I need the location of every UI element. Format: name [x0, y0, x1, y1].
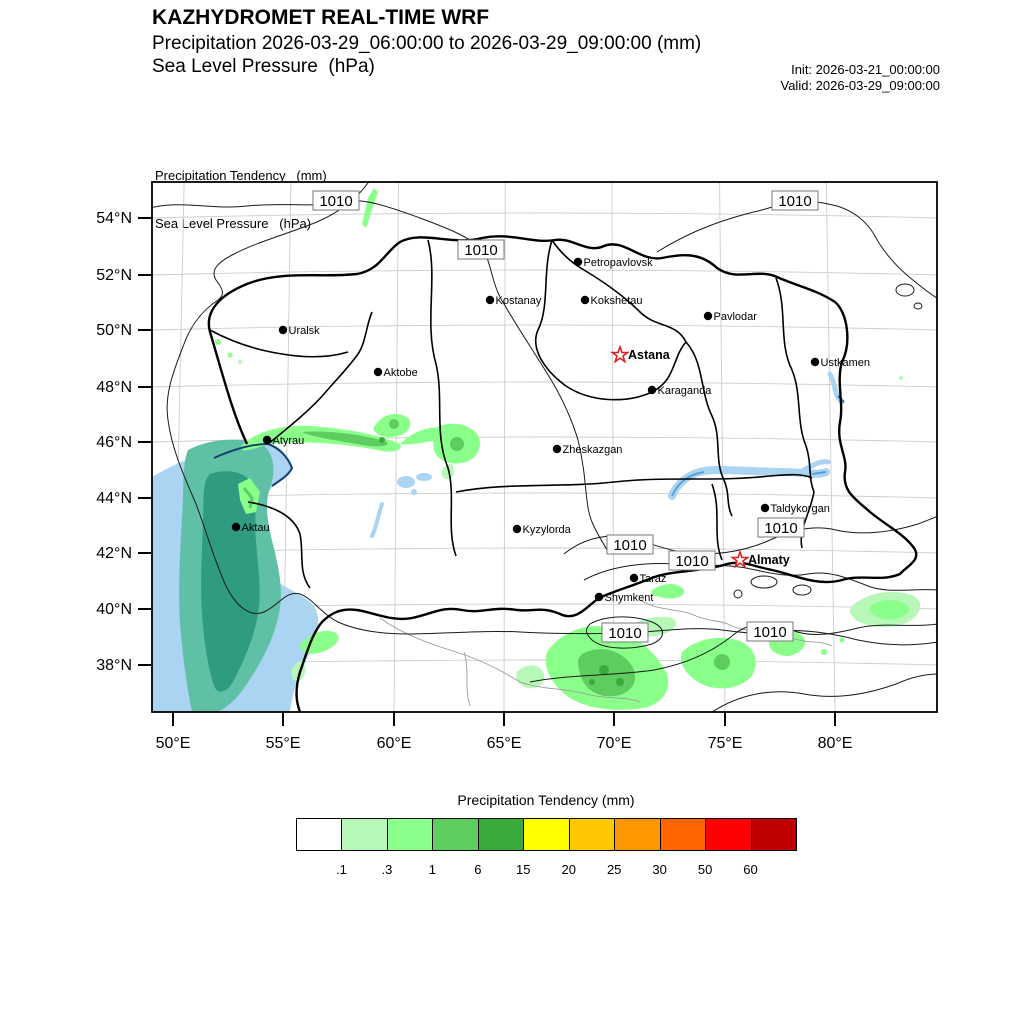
city-dot-icon: [648, 386, 656, 394]
meridian-line: [504, 182, 505, 712]
city-dot-icon: [630, 574, 638, 582]
parallel-line: [152, 325, 937, 330]
layer-label-precipitation: Precipitation Tendency (mm): [155, 168, 327, 183]
city-label: Kostanay: [495, 295, 542, 307]
page-title: KAZHYDROMET REAL-TIME WRF: [152, 6, 490, 29]
lat-tick-label: 42°N: [96, 545, 132, 562]
parallel-line: [152, 382, 937, 387]
city-label: Taraz: [639, 573, 667, 585]
city-dot-icon: [486, 296, 494, 304]
legend-color-cell: [614, 818, 660, 851]
lat-tick-label: 52°N: [96, 267, 132, 284]
lat-tick-label: 54°N: [96, 210, 132, 227]
valid-timestamp: Valid: 2026-03-29_09:00:00: [780, 78, 940, 93]
pressure-label: 1010: [464, 242, 498, 259]
city-label: Zheskazgan: [562, 444, 623, 456]
legend-color-cell: [296, 818, 342, 851]
lon-tick-label: 65°E: [486, 735, 522, 752]
latitude-axis: [96, 210, 152, 674]
city-dot-icon: [761, 504, 769, 512]
pressure-label: 1010: [778, 193, 812, 210]
pressure-subtitle: Sea Level Pressure (hPa): [152, 56, 375, 77]
city-label: Atyrau: [272, 435, 305, 447]
legend-color-cell: [341, 818, 387, 851]
capital-city-label: Almaty: [748, 553, 790, 567]
capital-star-icon: [612, 347, 627, 362]
city-dot-icon: [574, 258, 582, 266]
legend-threshold-label: 20: [561, 862, 576, 877]
lat-tick-label: 38°N: [96, 657, 132, 674]
legend-title: Precipitation Tendency (mm): [457, 792, 635, 808]
city-dot-icon: [704, 312, 712, 320]
pressure-label: 1010: [613, 537, 647, 554]
lat-tick-label: 40°N: [96, 601, 132, 618]
legend-threshold-labels: [296, 862, 796, 880]
city-label: Taldykorgan: [770, 503, 830, 515]
city-dot-icon: [553, 445, 561, 453]
lat-tick-label: 44°N: [96, 490, 132, 507]
legend-threshold-label: 15: [516, 862, 531, 877]
lon-tick-label: 70°E: [596, 735, 632, 752]
city-label: Kokshetau: [590, 295, 643, 307]
city-label: Aktau: [241, 522, 270, 534]
city-dot-icon: [232, 523, 240, 531]
city-dot-icon: [263, 436, 271, 444]
longitude-axis: [156, 712, 853, 752]
legend-threshold-label: 25: [606, 862, 622, 877]
lon-tick-label: 75°E: [707, 735, 743, 752]
parallel-line: [152, 270, 937, 275]
legend-color-cell: [660, 818, 706, 851]
meridian-line: [826, 182, 835, 712]
lon-tick-label: 80°E: [817, 735, 853, 752]
legend-color-cell: [478, 818, 524, 851]
legend-color-cell: [569, 818, 615, 851]
city-label: Shymkent: [604, 592, 654, 604]
city-label: Ustkamen: [820, 357, 871, 369]
pressure-label: 1010: [608, 625, 642, 642]
legend-threshold-label: 30: [652, 862, 667, 877]
lat-tick-label: 46°N: [96, 434, 132, 451]
legend-color-cell: [432, 818, 478, 851]
legend-color-cell: [705, 818, 751, 851]
meridian-line: [720, 182, 725, 712]
lat-tick-label: 50°N: [96, 322, 132, 339]
city-label: Kyzylorda: [522, 524, 571, 536]
city-dot-icon: [513, 525, 521, 533]
legend-color-cell: [387, 818, 433, 851]
legend-threshold-label: .1: [336, 862, 347, 877]
pressure-label: 1010: [675, 553, 709, 570]
legend-color-cell: [751, 818, 797, 851]
legend-colorbar: [296, 818, 796, 851]
lat-tick-label: 48°N: [96, 379, 132, 396]
parallel-line: [152, 213, 937, 218]
city-label: Petropavlovsk: [583, 257, 653, 269]
precipitation-period-subtitle: Precipitation 2026-03-29_06:00:00 to 2026-03-29_09:00:00 (mm): [152, 33, 702, 54]
pressure-label: 1010: [753, 624, 787, 641]
legend-threshold-label: 50: [697, 862, 713, 877]
city-dot-icon: [374, 368, 382, 376]
forecast-map: [80, 170, 960, 770]
capital-city-label: Astana: [628, 348, 670, 362]
city-dot-icon: [595, 593, 603, 601]
legend-threshold-label: 60: [743, 862, 758, 877]
city-dot-icon: [581, 296, 589, 304]
city-label: Pavlodar: [713, 311, 757, 323]
legend-threshold-label: 1: [428, 862, 436, 877]
city-label: Karaganda: [657, 385, 712, 397]
init-timestamp: Init: 2026-03-21_00:00:00: [791, 62, 940, 77]
city-dot-icon: [811, 358, 819, 366]
legend-threshold-label: .3: [381, 862, 393, 877]
city-label: Uralsk: [288, 325, 320, 337]
city-label: Aktobe: [383, 367, 418, 379]
lon-tick-label: 60°E: [376, 735, 412, 752]
legend-threshold-label: 6: [474, 862, 482, 877]
pressure-label: 1010: [319, 193, 353, 210]
lon-tick-label: 50°E: [155, 735, 191, 752]
lon-tick-label: 55°E: [265, 735, 301, 752]
layer-label-pressure: Sea Level Pressure (hPa): [155, 216, 312, 231]
city-dot-icon: [279, 326, 287, 334]
aral-sea-remnant: [397, 476, 415, 488]
pressure-label: 1010: [764, 520, 798, 537]
run-timestamps: [640, 62, 940, 94]
legend-color-cell: [523, 818, 569, 851]
parallel-line: [152, 493, 937, 498]
